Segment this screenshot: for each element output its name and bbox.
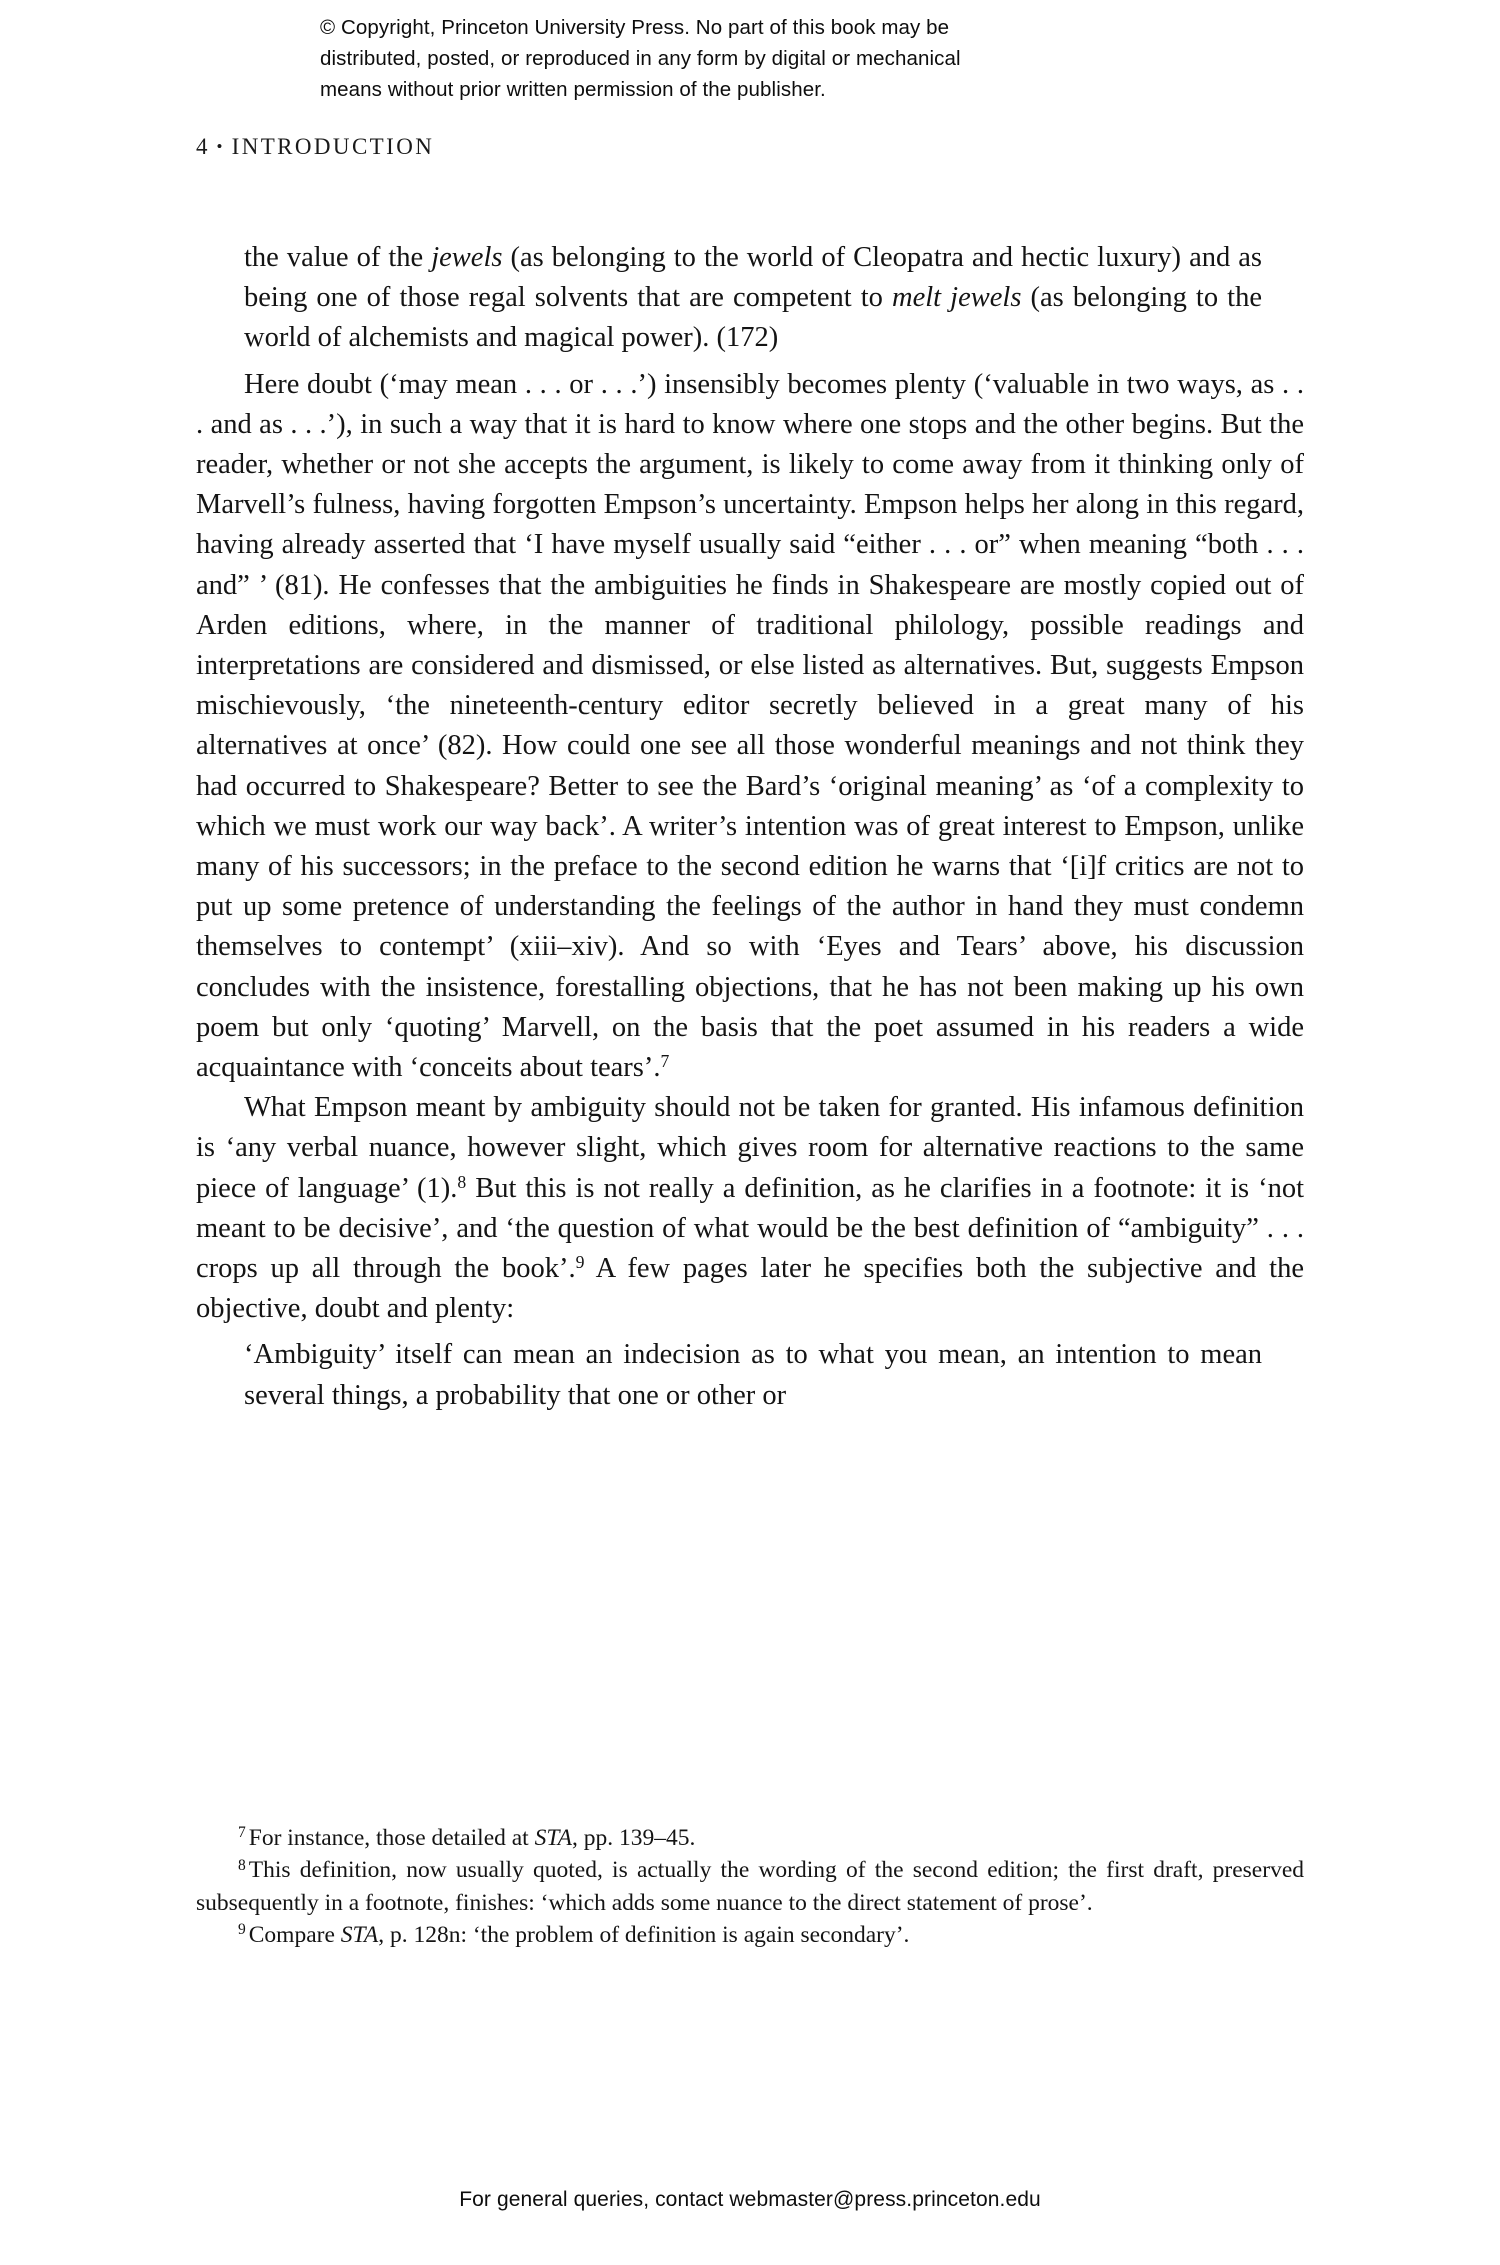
para2-text-part1: What Empson meant by ambiguity should not be taken for granted. His infamous definition is ‘any verbal nuance, however slight, which gives room for alternative reactions to the same piece of language’ (1).	[196, 1092, 1304, 1204]
bq1-text-between: (as belonging to the world of Cleopatra and hectic luxury) and as being one of those regal solvents that are competent to	[244, 242, 1262, 314]
footnotes-section	[196, 1822, 1304, 1952]
footnote-9-after: , p. 128n: ‘the problem of definition is again secondary’.	[378, 1922, 910, 1949]
footnote-8-text: This definition, now usually quoted, is actually the wording of the second edition; the first draft, preserved subsequently in a footnote, finishes: ‘which adds some nuance to the direct statement of prose’.	[196, 1857, 1304, 1916]
copyright-line-2: distributed, posted, or reproduced in any form by digital or mechanical	[320, 47, 961, 70]
copyright-notice	[320, 12, 1160, 105]
bq1-text-after: (as belonging to the world of alchemists and magical power). (172)	[244, 282, 1262, 354]
footnote-9-before: Compare	[248, 1922, 341, 1949]
page-number: 4	[196, 134, 208, 159]
footnote-marker-8: 8	[238, 1856, 246, 1874]
footnote-8	[196, 1854, 1304, 1919]
copyright-line-1: © Copyright, Princeton University Press. No part of this book may be	[320, 16, 950, 39]
para2-text-part3: A few pages later he specifies both the subjective and the objective, doubt and plenty:	[196, 1253, 1304, 1325]
footnote-7-emphasis: STA	[534, 1825, 573, 1851]
footnote-marker-7: 7	[238, 1824, 246, 1842]
paragraph-here-doubt	[196, 365, 1304, 1089]
paragraph-what-empson-meant	[196, 1088, 1304, 1329]
para1-text: Here doubt (‘may mean . . . or . . .’) insensibly becomes plenty (‘valuable in two ways, as . . . and as . . .’), in such a way that it is hard to know where one stops and the other begins. But the reader, whether or not she accepts the argument, is likely to come away from it thinking only of Marvell’s fulness, having forgotten Empson’s uncertainty. Empson helps her along in this regard, having already asserted that ‘I have myself usually said “either . . . or” when meaning “both . . . and” ’ (81). He confesses that the ambiguities he finds in Shakespeare are mostly copied out of Arden editions, where, in the manner of traditional philology, possible readings and interpretations are considered and dismissed, or else listed as alternatives. But, suggests Empson mischievously, ‘the nineteenth-century editor secretly believed in a great many of his alternatives at once’ (82). How could one see all those wonderful meanings and not think they had occurred to Shakespeare? Better to see the Bard’s ‘original meaning’ as ‘of a complexity to which we must work our way back’. A writer’s intention was of great interest to Empson, unlike many of his successors; in the preface to the second edition he warns that ‘[i]f critics are not to put up some pretence of understanding the feelings of the author in hand they must condemn themselves to contempt’ (xiii–xiv). And so with ‘Eyes and Tears’ above, his discussion concludes with the insistence, forestalling objections, that he has not been making up his own poem but only ‘quoting’ Marvell, on the basis that the poet assumed in his readers a wide acquaintance with ‘conceits about tears’.	[196, 368, 1304, 1084]
bq1-text-before: the value of the	[244, 242, 432, 273]
footnote-9	[196, 1919, 1304, 1951]
para2-text-part2: But this is not really a definition, as he clarifies in a footnote: it is ‘not meant to be decisive’, and ‘the question of what would be the best definition of “ambiguity” . . . crops up all through the book’.	[196, 1172, 1304, 1285]
bq1-emphasis-jewels: jewels	[431, 242, 503, 273]
copyright-line-3: means without prior written permission of the publisher.	[320, 78, 826, 101]
footnote-ref-8[interactable]: 8	[457, 1171, 467, 1192]
footnote-7	[196, 1822, 1304, 1854]
footnote-7-after: , pp. 139–45.	[572, 1825, 696, 1851]
blockquote-jewels	[244, 238, 1262, 359]
running-head	[196, 134, 434, 160]
text-column	[196, 238, 1304, 1416]
footnote-9-emphasis: STA	[340, 1922, 379, 1949]
footer-text: For general queries, contact webmaster@press.princeton.edu	[459, 2188, 1041, 2211]
footnote-ref-9[interactable]: 9	[575, 1251, 585, 1272]
blockquote-ambiguity: ‘Ambiguity’ itself can mean an indecision as to what you mean, an intention to mean several things, a probability that one or other or	[244, 1339, 1262, 1411]
bullet-separator-icon: •	[216, 137, 225, 156]
footnote-7-before: For instance, those detailed at	[248, 1825, 535, 1851]
footnote-marker-9: 9	[238, 1921, 246, 1939]
footnote-ref-7[interactable]: 7	[660, 1050, 670, 1071]
page-footer	[0, 2188, 1500, 2212]
bq1-emphasis-melt-jewels: melt jewels	[892, 282, 1022, 314]
chapter-title: INTRODUCTION	[231, 134, 435, 159]
